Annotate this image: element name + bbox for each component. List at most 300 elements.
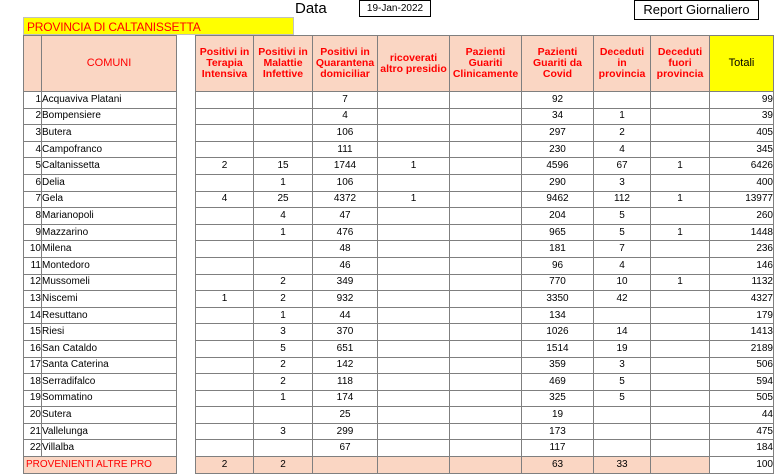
table-row [24, 357, 774, 374]
value-cell[interactable] [651, 324, 710, 341]
total-cell[interactable]: 594 [710, 374, 774, 391]
value-cell[interactable] [196, 208, 254, 225]
value-cell[interactable] [594, 440, 651, 457]
value-cell[interactable] [378, 241, 450, 258]
value-cell[interactable] [196, 357, 254, 374]
value-cell[interactable] [450, 208, 522, 225]
value-cell[interactable] [450, 125, 522, 142]
gap-cell[interactable] [177, 374, 196, 391]
total-cell[interactable]: 2189 [710, 340, 774, 357]
value-cell[interactable] [450, 340, 522, 357]
row-index[interactable]: 22 [24, 440, 42, 457]
value-cell[interactable] [378, 125, 450, 142]
value-cell[interactable] [378, 174, 450, 191]
row-index[interactable]: 6 [24, 174, 42, 191]
value-cell[interactable] [651, 208, 710, 225]
gap-cell[interactable] [177, 274, 196, 291]
total-cell[interactable]: 6426 [710, 158, 774, 175]
value-cell[interactable] [254, 108, 313, 125]
comune-name[interactable]: Villalba [42, 440, 177, 457]
value-cell[interactable] [196, 274, 254, 291]
total-cell[interactable]: 260 [710, 208, 774, 225]
value-cell[interactable] [378, 307, 450, 324]
value-cell[interactable]: 359 [522, 357, 594, 374]
value-cell[interactable] [196, 257, 254, 274]
value-cell[interactable]: 15 [254, 158, 313, 175]
value-cell[interactable]: 46 [313, 257, 378, 274]
value-cell[interactable]: 47 [313, 208, 378, 225]
value-cell[interactable] [378, 224, 450, 241]
value-cell[interactable] [196, 307, 254, 324]
row-index[interactable]: 5 [24, 158, 42, 175]
value-cell[interactable] [196, 374, 254, 391]
total-cell[interactable]: 4327 [710, 291, 774, 308]
footer-value-cell[interactable] [450, 457, 522, 474]
gap-cell[interactable] [177, 291, 196, 308]
total-cell[interactable]: 99 [710, 92, 774, 109]
comune-name[interactable]: Bompensiere [42, 108, 177, 125]
value-cell[interactable] [378, 423, 450, 440]
footer-value-cell[interactable] [378, 457, 450, 474]
value-cell[interactable]: 106 [313, 174, 378, 191]
value-cell[interactable]: 4 [594, 257, 651, 274]
value-cell[interactable]: 173 [522, 423, 594, 440]
value-cell[interactable] [651, 257, 710, 274]
value-cell[interactable]: 14 [594, 324, 651, 341]
value-cell[interactable]: 3 [594, 174, 651, 191]
value-cell[interactable]: 2 [254, 274, 313, 291]
value-cell[interactable]: 174 [313, 390, 378, 407]
value-cell[interactable]: 5 [594, 224, 651, 241]
value-cell[interactable] [651, 141, 710, 158]
row-index[interactable]: 3 [24, 125, 42, 142]
value-cell[interactable]: 2 [196, 158, 254, 175]
value-cell[interactable] [450, 374, 522, 391]
value-cell[interactable] [651, 357, 710, 374]
value-cell[interactable] [450, 357, 522, 374]
value-cell[interactable]: 7 [594, 241, 651, 258]
value-cell[interactable] [378, 141, 450, 158]
row-index[interactable]: 15 [24, 324, 42, 341]
value-cell[interactable] [378, 407, 450, 424]
value-cell[interactable]: 106 [313, 125, 378, 142]
value-cell[interactable] [196, 141, 254, 158]
value-cell[interactable]: 2 [254, 374, 313, 391]
value-cell[interactable] [651, 407, 710, 424]
total-cell[interactable]: 39 [710, 108, 774, 125]
value-cell[interactable]: 10 [594, 274, 651, 291]
value-cell[interactable] [254, 92, 313, 109]
gap-cell[interactable] [177, 340, 196, 357]
value-cell[interactable]: 19 [522, 407, 594, 424]
value-cell[interactable]: 34 [522, 108, 594, 125]
total-cell[interactable]: 400 [710, 174, 774, 191]
value-cell[interactable]: 134 [522, 307, 594, 324]
comune-name[interactable]: Gela [42, 191, 177, 208]
value-cell[interactable] [450, 423, 522, 440]
value-cell[interactable] [450, 108, 522, 125]
footer-label[interactable]: PROVENIENTI ALTRE PRO [24, 457, 177, 474]
value-cell[interactable] [378, 208, 450, 225]
value-cell[interactable] [254, 407, 313, 424]
value-cell[interactable]: 118 [313, 374, 378, 391]
value-cell[interactable]: 651 [313, 340, 378, 357]
comune-name[interactable]: Montedoro [42, 257, 177, 274]
value-cell[interactable] [450, 291, 522, 308]
value-cell[interactable] [450, 92, 522, 109]
value-cell[interactable] [450, 224, 522, 241]
value-cell[interactable]: 5 [594, 374, 651, 391]
value-cell[interactable] [254, 125, 313, 142]
value-cell[interactable]: 1 [196, 291, 254, 308]
gap-cell[interactable] [177, 108, 196, 125]
total-cell[interactable]: 146 [710, 257, 774, 274]
gap-cell[interactable] [177, 92, 196, 109]
comune-name[interactable]: Marianopoli [42, 208, 177, 225]
value-cell[interactable] [594, 92, 651, 109]
value-cell[interactable] [450, 440, 522, 457]
header-ricoverati: ricoverati altro presidio [378, 36, 450, 92]
value-cell[interactable] [450, 324, 522, 341]
value-cell[interactable]: 4372 [313, 191, 378, 208]
value-cell[interactable] [651, 92, 710, 109]
table-row [24, 92, 774, 109]
value-cell[interactable]: 932 [313, 291, 378, 308]
table-row [24, 257, 774, 274]
value-cell[interactable] [450, 241, 522, 258]
value-cell[interactable]: 44 [313, 307, 378, 324]
value-cell[interactable]: 5 [594, 208, 651, 225]
value-cell[interactable] [378, 374, 450, 391]
footer-value-cell[interactable]: 2 [196, 457, 254, 474]
value-cell[interactable] [378, 274, 450, 291]
value-cell[interactable]: 3 [594, 357, 651, 374]
comune-name[interactable]: Serradifalco [42, 374, 177, 391]
row-index[interactable]: 12 [24, 274, 42, 291]
value-cell[interactable]: 2 [254, 291, 313, 308]
gap-cell[interactable] [177, 125, 196, 142]
value-cell[interactable]: 204 [522, 208, 594, 225]
header-malattie-infettive: Positivi in Malattie Infettive [254, 36, 313, 92]
report-table [23, 35, 774, 474]
value-cell[interactable] [196, 224, 254, 241]
row-index[interactable]: 20 [24, 407, 42, 424]
row-index[interactable]: 16 [24, 340, 42, 357]
table-row [24, 274, 774, 291]
table-row [24, 191, 774, 208]
value-cell[interactable] [378, 440, 450, 457]
value-cell[interactable] [196, 125, 254, 142]
value-cell[interactable]: 1 [254, 174, 313, 191]
row-index[interactable]: 9 [24, 224, 42, 241]
total-cell[interactable]: 505 [710, 390, 774, 407]
header-deceduti-provincia: Deceduti in provincia [594, 36, 651, 92]
row-index[interactable]: 11 [24, 257, 42, 274]
value-cell[interactable] [651, 241, 710, 258]
value-cell[interactable] [378, 324, 450, 341]
comune-name[interactable]: Sommatino [42, 390, 177, 407]
gap-cell[interactable] [177, 423, 196, 440]
data-label: Data [295, 0, 327, 17]
row-index[interactable]: 7 [24, 191, 42, 208]
gap-cell[interactable] [177, 407, 196, 424]
total-cell[interactable]: 1448 [710, 224, 774, 241]
table-row [24, 108, 774, 125]
value-cell[interactable] [196, 440, 254, 457]
comune-name[interactable]: Milena [42, 241, 177, 258]
value-cell[interactable] [450, 141, 522, 158]
total-cell[interactable]: 236 [710, 241, 774, 258]
value-cell[interactable]: 25 [313, 407, 378, 424]
value-cell[interactable] [196, 92, 254, 109]
gap-cell[interactable] [177, 224, 196, 241]
value-cell[interactable] [196, 241, 254, 258]
row-index[interactable]: 2 [24, 108, 42, 125]
comune-name[interactable]: Santa Caterina [42, 357, 177, 374]
gap-cell[interactable] [177, 257, 196, 274]
value-cell[interactable]: 349 [313, 274, 378, 291]
value-cell[interactable]: 290 [522, 174, 594, 191]
value-cell[interactable]: 4 [196, 191, 254, 208]
table-row [24, 174, 774, 191]
value-cell[interactable]: 370 [313, 324, 378, 341]
total-cell[interactable]: 405 [710, 125, 774, 142]
value-cell[interactable]: 7 [313, 92, 378, 109]
value-cell[interactable] [378, 92, 450, 109]
report-date-cell[interactable]: 19-Jan-2022 [359, 0, 431, 17]
gap-cell[interactable] [177, 158, 196, 175]
value-cell[interactable]: 2 [594, 125, 651, 142]
value-cell[interactable]: 92 [522, 92, 594, 109]
header-comuni: COMUNI [42, 36, 177, 92]
value-cell[interactable]: 1 [254, 224, 313, 241]
row-index[interactable]: 18 [24, 374, 42, 391]
value-cell[interactable]: 299 [313, 423, 378, 440]
total-cell[interactable]: 506 [710, 357, 774, 374]
row-index[interactable]: 10 [24, 241, 42, 258]
comune-name[interactable]: San Cataldo [42, 340, 177, 357]
footer-row [24, 457, 774, 474]
value-cell[interactable] [254, 241, 313, 258]
value-cell[interactable]: 1514 [522, 340, 594, 357]
value-cell[interactable]: 469 [522, 374, 594, 391]
value-cell[interactable]: 5 [254, 340, 313, 357]
value-cell[interactable] [378, 340, 450, 357]
report-title: Report Giornaliero [634, 0, 759, 20]
row-index[interactable]: 8 [24, 208, 42, 225]
value-cell[interactable]: 3350 [522, 291, 594, 308]
value-cell[interactable] [651, 291, 710, 308]
value-cell[interactable] [196, 407, 254, 424]
gap-cell[interactable] [177, 141, 196, 158]
value-cell[interactable]: 112 [594, 191, 651, 208]
value-cell[interactable]: 1 [594, 108, 651, 125]
total-cell[interactable]: 475 [710, 423, 774, 440]
value-cell[interactable] [651, 390, 710, 407]
value-cell[interactable]: 1 [651, 224, 710, 241]
value-cell[interactable] [378, 257, 450, 274]
value-cell[interactable]: 5 [594, 390, 651, 407]
footer-value-cell[interactable]: 2 [254, 457, 313, 474]
value-cell[interactable]: 9462 [522, 191, 594, 208]
header-guariti-covid: Pazienti Guariti da Covid [522, 36, 594, 92]
row-index[interactable]: 17 [24, 357, 42, 374]
value-cell[interactable] [651, 440, 710, 457]
value-cell[interactable]: 1 [254, 390, 313, 407]
value-cell[interactable] [450, 158, 522, 175]
value-cell[interactable] [594, 307, 651, 324]
value-cell[interactable]: 1026 [522, 324, 594, 341]
value-cell[interactable] [378, 291, 450, 308]
comune-name[interactable]: Acquaviva Platani [42, 92, 177, 109]
value-cell[interactable]: 67 [594, 158, 651, 175]
value-cell[interactable] [450, 390, 522, 407]
comune-name[interactable]: Resuttano [42, 307, 177, 324]
gap-cell[interactable] [177, 174, 196, 191]
total-cell[interactable]: 13977 [710, 191, 774, 208]
comune-name[interactable]: Caltanissetta [42, 158, 177, 175]
gap-cell[interactable] [177, 241, 196, 258]
row-index[interactable]: 21 [24, 423, 42, 440]
footer-value-cell[interactable]: 63 [522, 457, 594, 474]
value-cell[interactable]: 4596 [522, 158, 594, 175]
footer-value-cell[interactable] [313, 457, 378, 474]
total-cell[interactable]: 345 [710, 141, 774, 158]
total-cell[interactable]: 184 [710, 440, 774, 457]
value-cell[interactable] [594, 407, 651, 424]
total-cell[interactable]: 1132 [710, 274, 774, 291]
header-gap [177, 36, 196, 92]
value-cell[interactable] [651, 125, 710, 142]
gap-cell[interactable] [177, 191, 196, 208]
value-cell[interactable]: 4 [313, 108, 378, 125]
value-cell[interactable] [196, 340, 254, 357]
comune-name[interactable]: Mussomeli [42, 274, 177, 291]
footer-value-cell[interactable]: 33 [594, 457, 651, 474]
row-index[interactable]: 4 [24, 141, 42, 158]
row-index[interactable]: 19 [24, 390, 42, 407]
gap-cell[interactable] [177, 357, 196, 374]
value-cell[interactable] [450, 174, 522, 191]
value-cell[interactable] [450, 191, 522, 208]
table-row [24, 340, 774, 357]
total-cell[interactable]: 1413 [710, 324, 774, 341]
comune-name[interactable]: Delia [42, 174, 177, 191]
value-cell[interactable] [651, 108, 710, 125]
value-cell[interactable] [196, 174, 254, 191]
table-row [24, 423, 774, 440]
value-cell[interactable] [378, 357, 450, 374]
value-cell[interactable] [196, 108, 254, 125]
table-row [24, 158, 774, 175]
value-cell[interactable]: 19 [594, 340, 651, 357]
row-index[interactable]: 1 [24, 92, 42, 109]
value-cell[interactable] [450, 257, 522, 274]
value-cell[interactable] [254, 440, 313, 457]
value-cell[interactable]: 1 [651, 191, 710, 208]
value-cell[interactable]: 325 [522, 390, 594, 407]
value-cell[interactable]: 25 [254, 191, 313, 208]
value-cell[interactable]: 142 [313, 357, 378, 374]
comune-name[interactable]: Mazzarino [42, 224, 177, 241]
value-cell[interactable]: 1 [254, 307, 313, 324]
value-cell[interactable]: 1744 [313, 158, 378, 175]
total-cell[interactable]: 179 [710, 307, 774, 324]
value-cell[interactable]: 770 [522, 274, 594, 291]
value-cell[interactable] [651, 374, 710, 391]
value-cell[interactable]: 1 [378, 158, 450, 175]
value-cell[interactable] [651, 174, 710, 191]
value-cell[interactable] [594, 423, 651, 440]
value-cell[interactable] [196, 324, 254, 341]
value-cell[interactable]: 96 [522, 257, 594, 274]
value-cell[interactable] [651, 307, 710, 324]
value-cell[interactable]: 111 [313, 141, 378, 158]
value-cell[interactable]: 1 [651, 274, 710, 291]
comune-name[interactable]: Riesi [42, 324, 177, 341]
comune-name[interactable]: Vallelunga [42, 423, 177, 440]
value-cell[interactable]: 230 [522, 141, 594, 158]
comune-name[interactable]: Campofranco [42, 141, 177, 158]
value-cell[interactable] [196, 390, 254, 407]
comune-name[interactable]: Niscemi [42, 291, 177, 308]
header-deceduti-fuori: Deceduti fuori provincia [651, 36, 710, 92]
gap-cell[interactable] [177, 307, 196, 324]
value-cell[interactable]: 1 [378, 191, 450, 208]
table-row [24, 224, 774, 241]
value-cell[interactable] [378, 390, 450, 407]
table-body [24, 92, 774, 474]
value-cell[interactable] [254, 141, 313, 158]
value-cell[interactable] [254, 257, 313, 274]
gap-cell[interactable] [177, 390, 196, 407]
gap-cell[interactable] [177, 324, 196, 341]
footer-total-cell[interactable]: 100 [710, 457, 774, 474]
value-cell[interactable] [450, 274, 522, 291]
comune-name[interactable]: Sutera [42, 407, 177, 424]
value-cell[interactable]: 67 [313, 440, 378, 457]
value-cell[interactable]: 42 [594, 291, 651, 308]
value-cell[interactable] [450, 407, 522, 424]
table-row [24, 307, 774, 324]
value-cell[interactable]: 3 [254, 324, 313, 341]
value-cell[interactable]: 181 [522, 241, 594, 258]
value-cell[interactable]: 117 [522, 440, 594, 457]
row-index[interactable]: 13 [24, 291, 42, 308]
value-cell[interactable]: 48 [313, 241, 378, 258]
value-cell[interactable]: 297 [522, 125, 594, 142]
gap-cell[interactable] [177, 440, 196, 457]
row-index[interactable]: 14 [24, 307, 42, 324]
value-cell[interactable]: 476 [313, 224, 378, 241]
value-cell[interactable] [378, 108, 450, 125]
footer-value-cell[interactable] [651, 457, 710, 474]
value-cell[interactable]: 1 [651, 158, 710, 175]
comune-name[interactable]: Butera [42, 125, 177, 142]
value-cell[interactable]: 4 [594, 141, 651, 158]
value-cell[interactable]: 3 [254, 423, 313, 440]
value-cell[interactable] [196, 423, 254, 440]
table-row [24, 440, 774, 457]
total-cell[interactable]: 44 [710, 407, 774, 424]
value-cell[interactable]: 2 [254, 357, 313, 374]
gap-cell[interactable] [177, 208, 196, 225]
value-cell[interactable] [651, 423, 710, 440]
value-cell[interactable]: 4 [254, 208, 313, 225]
value-cell[interactable]: 965 [522, 224, 594, 241]
value-cell[interactable] [651, 340, 710, 357]
value-cell[interactable] [450, 307, 522, 324]
